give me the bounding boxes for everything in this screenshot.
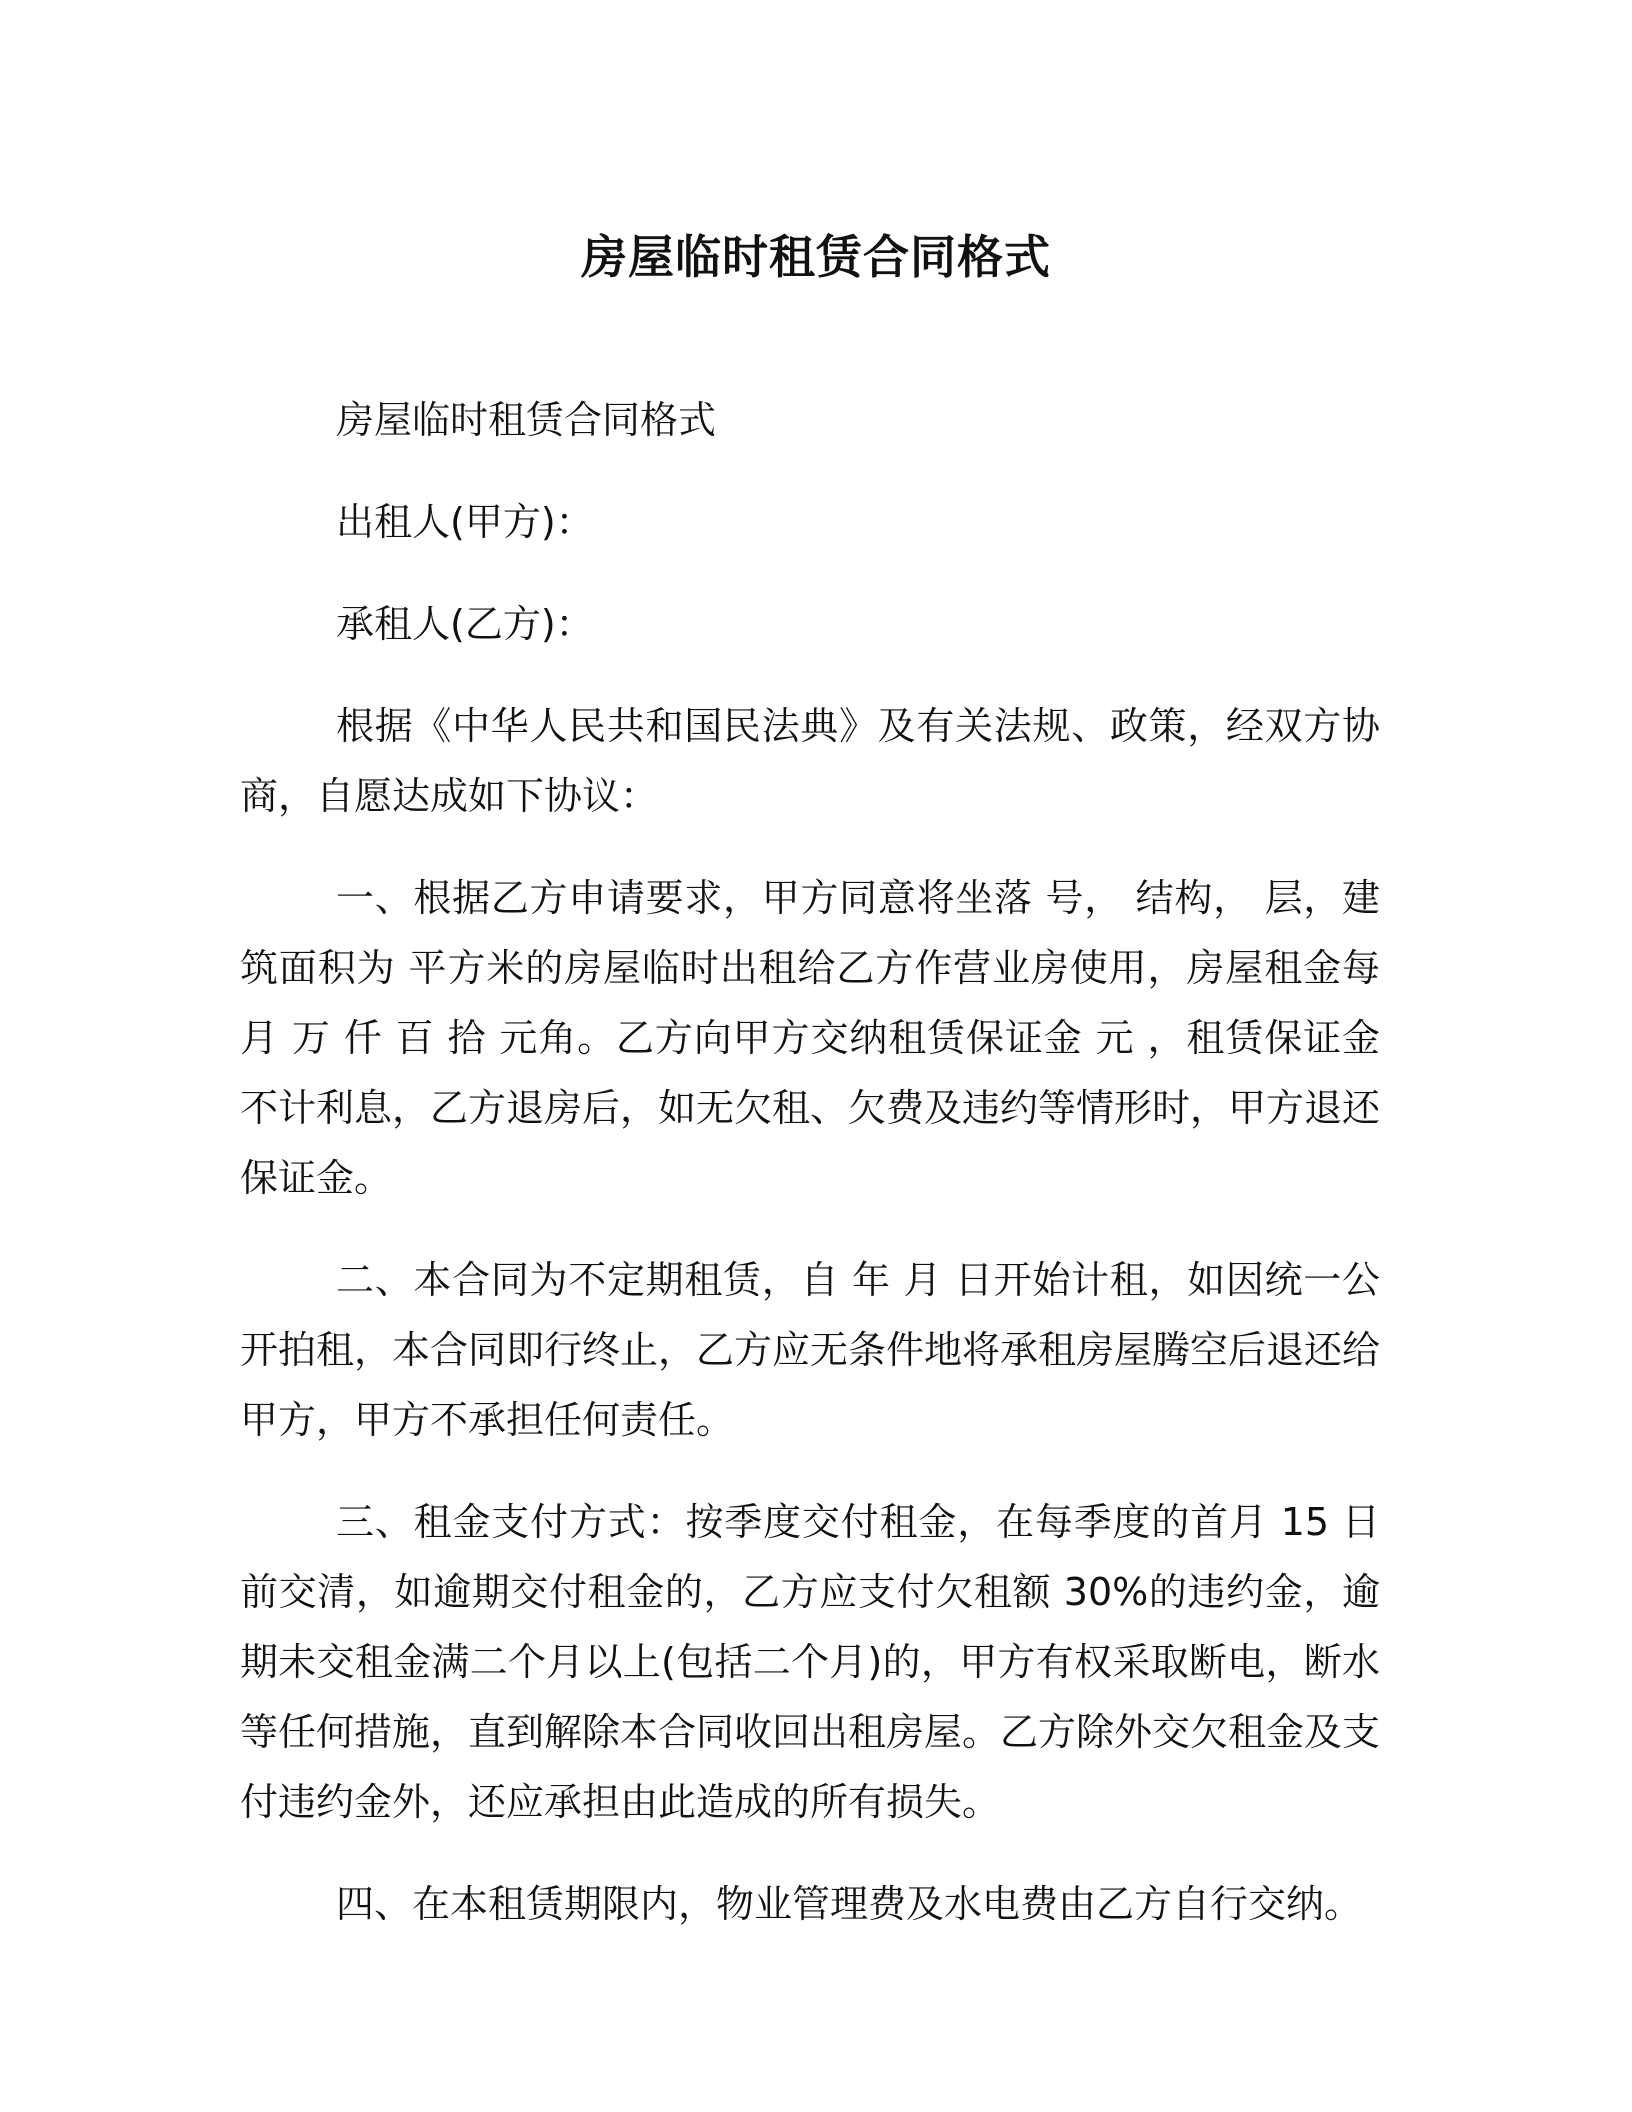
- paragraph-clause-3: 三、租金支付方式：按季度交付租金，在每季度的首月 15 日前交清，如逾期交付租金的，乙方应支付欠租额 30%的违约金，逾期未交租金满二个月以上(包括二个月)的，甲方有权采取断电，断水等任何措施，直到解除本合同收回出租房屋。乙方除外交欠租金及支付违约金外，还应承担由此造成的所有损失。: [240, 1500, 1381, 1824]
- document-body: [240, 385, 1380, 1971]
- document-title: 房屋临时租赁合同格式: [581, 230, 1051, 284]
- paragraph-lessee: 承租人(乙方)：: [336, 602, 594, 646]
- paragraph-preamble: 根据《中华人民共和国民法典》及有关法规、政策，经双方协商，自愿达成如下协议：: [240, 704, 1380, 818]
- paragraph-lessor: 出租人(甲方)：: [336, 500, 594, 544]
- paragraph-clause-1: 一、根据乙方申请要求，甲方同意将坐落 号， 结构， 层，建筑面积为 平方米的房屋临时出租给乙方作营业房使用，房屋租金每月 万 仟 百 拾 元角。乙方向甲方交纳租赁保证金 元 ，租赁保证金不计利息，乙方退房后，如无欠租、欠费及违约等情形时，甲方退还保证金。: [240, 876, 1381, 1200]
- paragraph-clause-4: 四、在本租赁期限内，物业管理费及水电费由乙方自行交纳。: [336, 1882, 1363, 1926]
- paragraph-heading: 房屋临时租赁合同格式: [336, 398, 717, 442]
- paragraph-clause-2: 二、本合同为不定期租赁，自 年 月 日开始计租，如因统一公开拍租，本合同即行终止，乙方应无条件地将承租房屋腾空后退还给甲方，甲方不承担任何责任。: [240, 1258, 1381, 1442]
